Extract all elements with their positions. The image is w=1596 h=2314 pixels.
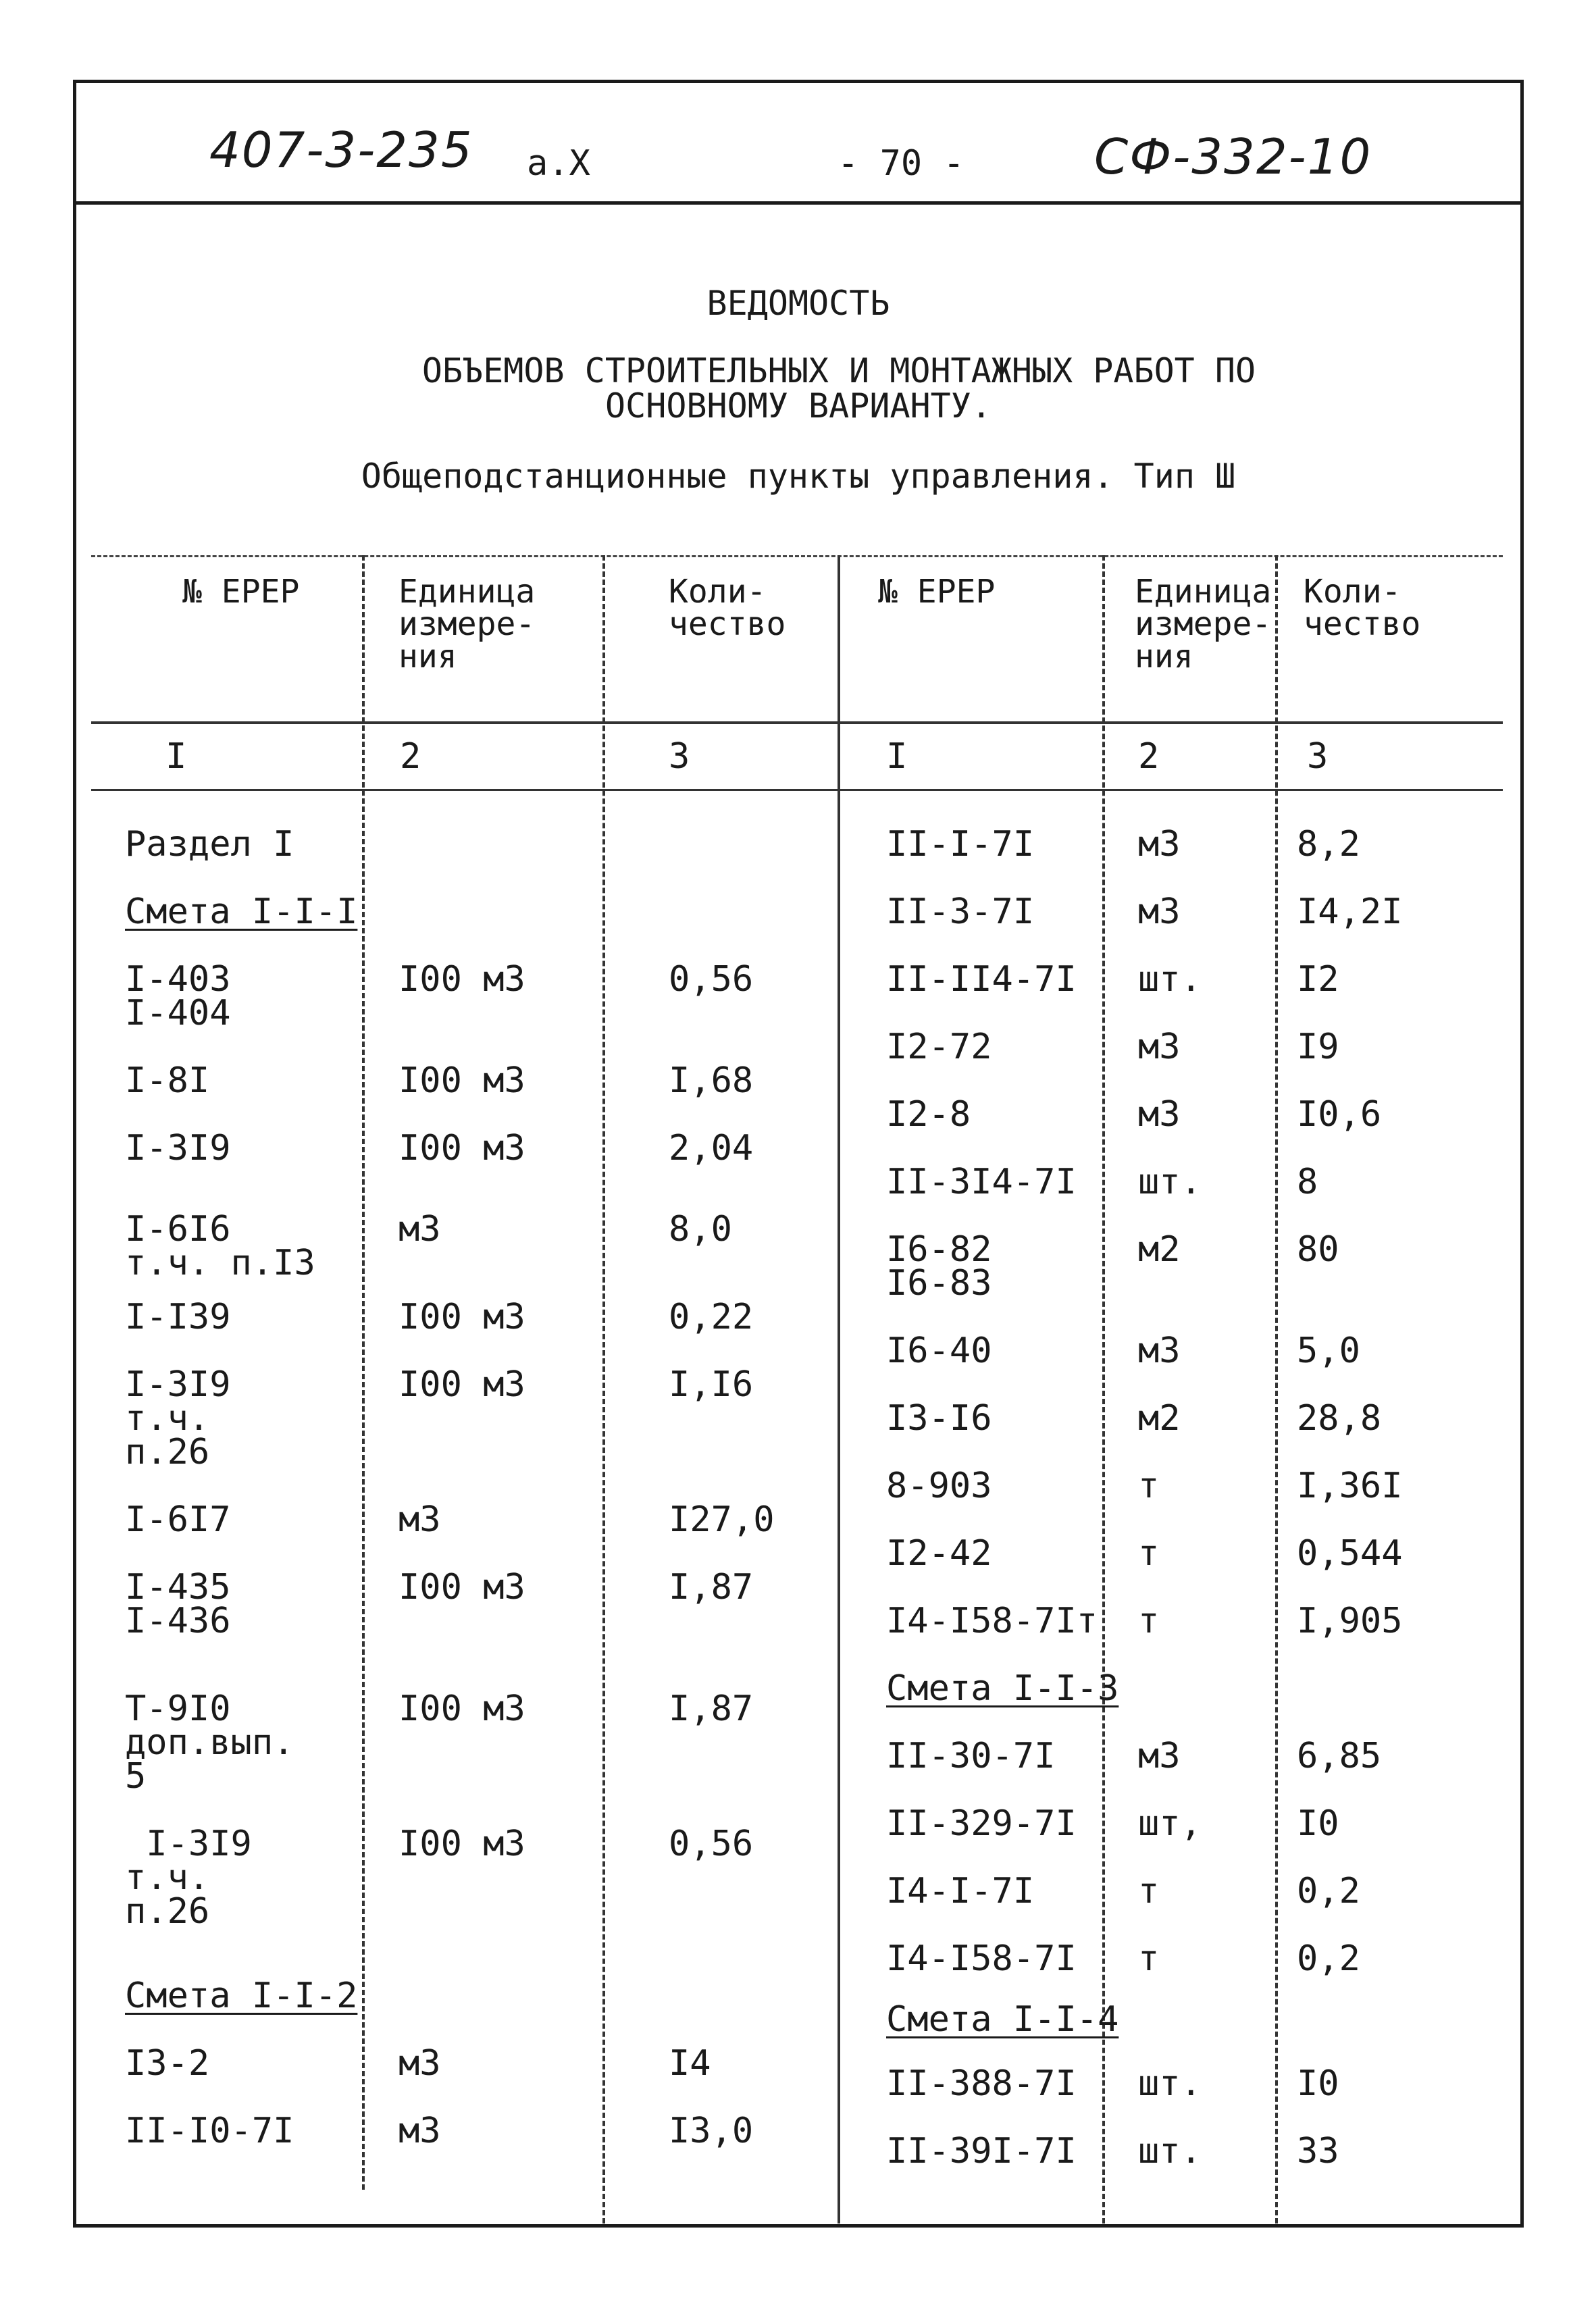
right-row-unit: м3 <box>1138 892 1181 932</box>
right-row-unit: шт, <box>1138 1803 1202 1844</box>
left-row-qty: 0,56 <box>669 959 754 1000</box>
right-row-unit: м3 <box>1138 1094 1181 1135</box>
header-left-qty: Коли- чество <box>669 573 786 643</box>
right-row-qty: 80 <box>1297 1229 1339 1270</box>
left-row-unit: I00 м3 <box>398 1824 525 1864</box>
header-right-unit: Единица измере- ния <box>1135 573 1272 675</box>
left-row-unit: I00 м3 <box>398 959 525 1000</box>
doc-code: 407-3-235 <box>209 122 473 178</box>
right-row-unit: шт. <box>1138 959 1202 1000</box>
right-row-code: II-3-7I <box>886 892 1035 932</box>
right-row-code: I3-I6 <box>886 1398 992 1439</box>
left-row-code: I-435 I-436 <box>125 1567 231 1641</box>
left-row-unit: I00 м3 <box>398 1128 525 1168</box>
left-row-unit: I00 м3 <box>398 1060 525 1101</box>
right-row-code: I2-8 <box>886 1094 971 1135</box>
center-divider <box>838 555 840 2223</box>
right-divider-2 <box>1275 555 1278 2223</box>
right-row-qty: 5,0 <box>1297 1331 1360 1371</box>
left-row-unit: I00 м3 <box>398 1364 525 1405</box>
left-row-code: I-3I9 т.ч. п.26 <box>125 1824 252 1932</box>
left-row-unit: м3 <box>398 2043 441 2084</box>
left-row-unit: м3 <box>398 1499 441 1540</box>
left-row-unit: I00 м3 <box>398 1567 525 1608</box>
right-row-unit: шт. <box>1138 2131 1202 2171</box>
right-row-code: II-II4-7I <box>886 959 1077 1000</box>
left-row-code: I3-2 <box>125 2043 210 2084</box>
right-row-unit: м2 <box>1138 1398 1181 1439</box>
right-row-code: 8-903 <box>886 1466 992 1506</box>
colnum-right-2: 2 <box>1138 736 1160 777</box>
right-row-code: I2-42 <box>886 1533 992 1574</box>
left-row-qty: 0,22 <box>669 1297 754 1337</box>
document-subtitle-2: ОСНОВНОМУ ВАРИАНТУ. <box>605 386 992 426</box>
right-row-code: I6-40 <box>886 1331 992 1371</box>
right-row-unit: шт. <box>1138 1162 1202 1202</box>
left-divider-1 <box>362 555 365 2190</box>
right-row-code: I6-82 I6-83 <box>886 1229 992 1304</box>
left-row-qty: I,I6 <box>669 1364 754 1405</box>
colnum-right-3: 3 <box>1307 736 1329 777</box>
header-left-unit: Единица измере- ния <box>398 573 536 675</box>
right-row-unit: м3 <box>1138 824 1181 865</box>
left-row-code: I-403 I-404 <box>125 959 231 1033</box>
right-row-unit: шт. <box>1138 2063 1202 2104</box>
right-row-code: II-30-7I <box>886 1736 1056 1776</box>
colnum-left-3: 3 <box>669 736 690 777</box>
left-row-code: II-I0-7I <box>125 2111 294 2151</box>
page-number: - 70 - <box>838 143 964 184</box>
right-row-qty: 0,544 <box>1297 1533 1403 1574</box>
right-row-code: I4-I58-7I <box>886 1938 1077 1979</box>
colnum-left-1: I <box>165 736 187 777</box>
left-row-code: I-6I7 <box>125 1499 231 1540</box>
right-row-code: Смета I-I-4 <box>886 1999 1119 2040</box>
right-row-qty: 28,8 <box>1297 1398 1382 1439</box>
left-row-code: Смета I-I-I <box>125 892 358 932</box>
right-row-unit: т <box>1138 1601 1160 1641</box>
left-divider-2 <box>602 555 605 2223</box>
header-right-code: № ЕРЕР <box>878 573 996 611</box>
right-row-code: Смета I-I-3 <box>886 1668 1119 1709</box>
left-row-qty: I,87 <box>669 1689 754 1729</box>
document-title: ВЕДОМОСТЬ <box>706 284 890 323</box>
right-row-qty: I,905 <box>1297 1601 1403 1641</box>
right-row-code: I4-I58-7Iт <box>886 1601 1098 1641</box>
document-subtitle-3: Общеподстанционные пункты управления. Тип Ш <box>361 457 1236 496</box>
left-row-qty: 0,56 <box>669 1824 754 1864</box>
left-row-qty: 2,04 <box>669 1128 754 1168</box>
right-row-code: I4-I-7I <box>886 1871 1035 1911</box>
right-row-unit: м2 <box>1138 1229 1181 1270</box>
right-row-qty: 0,2 <box>1297 1871 1360 1911</box>
left-row-qty: I,68 <box>669 1060 754 1101</box>
left-row-code: I-6I6 т.ч. п.I3 <box>125 1209 315 1283</box>
right-row-unit: т <box>1138 1938 1160 1979</box>
colnum-left-2: 2 <box>400 736 421 777</box>
table-top-border <box>91 555 1503 559</box>
header-right-qty: Коли- чество <box>1304 573 1421 643</box>
right-row-qty: 6,85 <box>1297 1736 1382 1776</box>
right-row-unit: т <box>1138 1871 1160 1911</box>
left-row-code: I-3I9 <box>125 1128 231 1168</box>
right-row-unit: м3 <box>1138 1027 1181 1067</box>
left-row-code: I-I39 <box>125 1297 231 1337</box>
left-row-unit: I00 м3 <box>398 1297 525 1337</box>
header-bottom-line <box>91 721 1503 724</box>
right-divider-1 <box>1102 555 1105 2223</box>
right-row-qty: 0,2 <box>1297 1938 1360 1979</box>
right-row-unit: т <box>1138 1466 1160 1506</box>
left-row-qty: I3,0 <box>669 2111 754 2151</box>
right-row-qty: I0,6 <box>1297 1094 1382 1135</box>
sheet-code: СФ-332-10 <box>1094 128 1372 185</box>
right-row-qty: I0 <box>1297 2063 1339 2104</box>
right-row-qty: I9 <box>1297 1027 1339 1067</box>
document-subtitle-1: ОБЪЕМОВ СТРОИТЕЛЬНЫХ И МОНТАЖНЫХ РАБОТ ПО <box>421 351 1256 390</box>
right-row-code: II-I-7I <box>886 824 1035 865</box>
left-row-code: I-3I9 т.ч. п.26 <box>125 1364 231 1472</box>
left-row-code: Раздел I <box>125 824 294 865</box>
header-left-code: № ЕРЕР <box>182 573 300 611</box>
left-row-qty: I,87 <box>669 1567 754 1608</box>
left-row-unit: I00 м3 <box>398 1689 525 1729</box>
column-numbers-line <box>91 789 1503 791</box>
colnum-right-1: I <box>886 736 908 777</box>
header-divider <box>73 201 1524 205</box>
right-row-qty: I4,2I <box>1297 892 1403 932</box>
left-row-code: Т-9I0 доп.вып. 5 <box>125 1689 294 1797</box>
album-number: а.Х <box>527 143 590 184</box>
left-row-qty: 8,0 <box>669 1209 732 1250</box>
right-row-qty: 8,2 <box>1297 824 1360 865</box>
left-row-qty: I27,0 <box>669 1499 775 1540</box>
right-row-code: II-388-7I <box>886 2063 1077 2104</box>
left-row-unit: м3 <box>398 2111 441 2151</box>
right-row-code: II-329-7I <box>886 1803 1077 1844</box>
right-row-qty: I,36I <box>1297 1466 1403 1506</box>
left-row-unit: м3 <box>398 1209 441 1250</box>
right-row-qty: 8 <box>1297 1162 1318 1202</box>
left-row-code: Смета I-I-2 <box>125 1976 358 2016</box>
right-row-unit: т <box>1138 1533 1160 1574</box>
right-row-code: I2-72 <box>886 1027 992 1067</box>
right-row-qty: 33 <box>1297 2131 1339 2171</box>
right-row-code: II-39I-7I <box>886 2131 1077 2171</box>
right-row-unit: м3 <box>1138 1331 1181 1371</box>
right-row-code: II-3I4-7I <box>886 1162 1077 1202</box>
left-row-qty: I4 <box>669 2043 711 2084</box>
right-row-qty: I0 <box>1297 1803 1339 1844</box>
left-row-code: I-8I <box>125 1060 210 1101</box>
right-row-unit: м3 <box>1138 1736 1181 1776</box>
right-row-qty: I2 <box>1297 959 1339 1000</box>
